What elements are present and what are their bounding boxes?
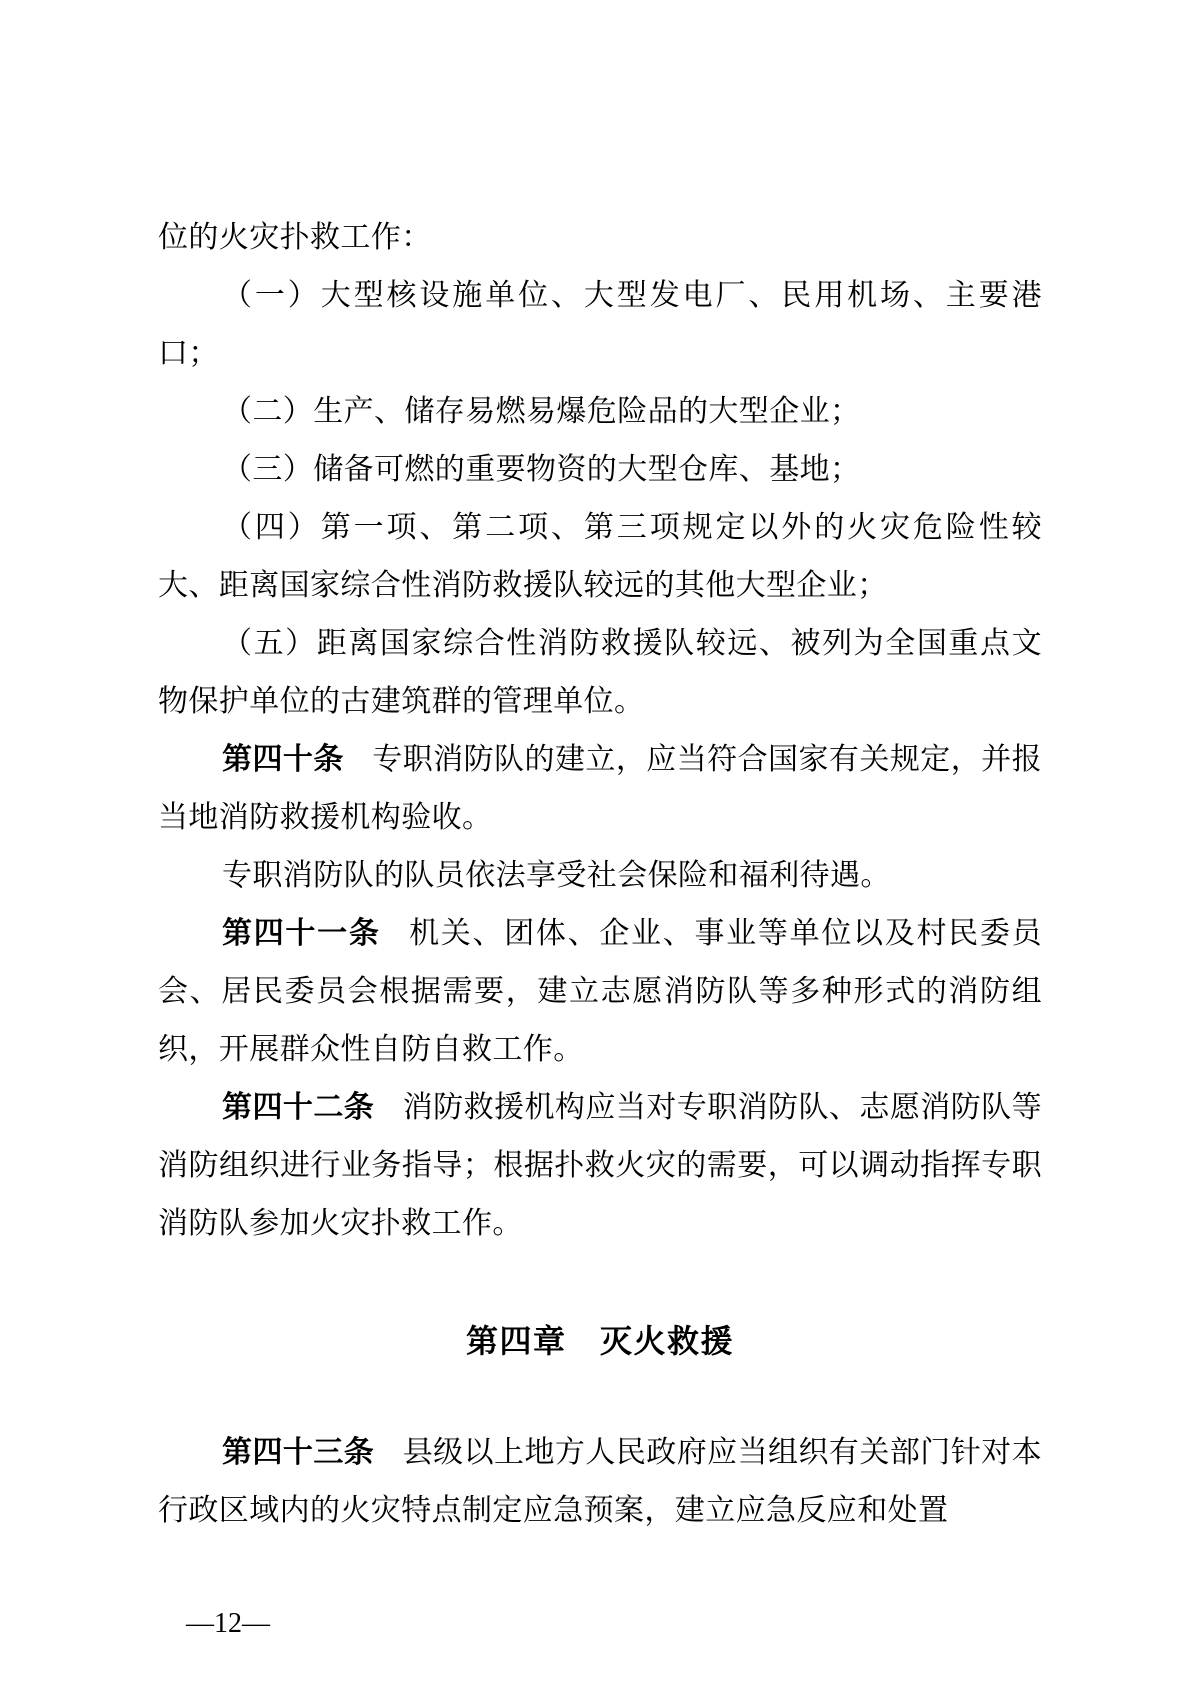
list-item-4: （四）第一项、第二项、第三项规定以外的火灾危险性较大、距离国家综合性消防救援队较远的其他大型企业； xyxy=(158,511,1042,602)
article-41-paragraph xyxy=(158,905,1042,1079)
article-40-number: 第四十条 xyxy=(222,743,344,776)
document-body xyxy=(158,209,1042,1540)
article-41-text: 机关、团体、企业、事业等单位以及村民委员会、居民委员会根据需要，建立志愿消防队等多种形式的消防组织，开展群众性自防自救工作。 xyxy=(158,917,1042,1066)
list-item-3: （三）储备可燃的重要物资的大型仓库、基地； xyxy=(222,453,861,486)
article-42-text: 消防救援机构应当对专职消防队、志愿消防队等消防组织进行业务指导；根据扑救火灾的需要，可以调动指挥专职消防队参加火灾扑救工作。 xyxy=(158,1091,1042,1240)
article-40-text: 专职消防队的建立，应当符合国家有关规定，并报当地消防救援机构验收。 xyxy=(158,743,1042,834)
chapter-heading: 第四章 灭火救援 xyxy=(465,1323,734,1359)
list-item-5: （五）距离国家综合性消防救援队较远、被列为全国重点文物保护单位的古建筑群的管理单位。 xyxy=(158,627,1042,718)
article-41-number: 第四十一条 xyxy=(222,917,381,950)
article-43-text: 县级以上地方人民政府应当组织有关部门针对本行政区域内的火灾特点制定应急预案，建立应急反应和处置 xyxy=(158,1436,1042,1527)
page-number: —12— xyxy=(186,1608,270,1639)
article-40-paragraph-2: 专职消防队的队员依法享受社会保险和福利待遇。 xyxy=(222,859,891,892)
article-42-number: 第四十二条 xyxy=(222,1091,375,1124)
article-43-number: 第四十三条 xyxy=(222,1436,375,1469)
article-42-paragraph xyxy=(158,1079,1042,1253)
list-item-1: （一）大型核设施单位、大型发电厂、民用机场、主要港口； xyxy=(158,279,1042,370)
list-item-2: （二）生产、储存易燃易爆危险品的大型企业； xyxy=(222,395,861,428)
paragraph-continuation: 位的火灾扑救工作： xyxy=(158,221,432,254)
article-40-paragraph xyxy=(158,731,1042,847)
article-43-paragraph xyxy=(158,1424,1042,1540)
